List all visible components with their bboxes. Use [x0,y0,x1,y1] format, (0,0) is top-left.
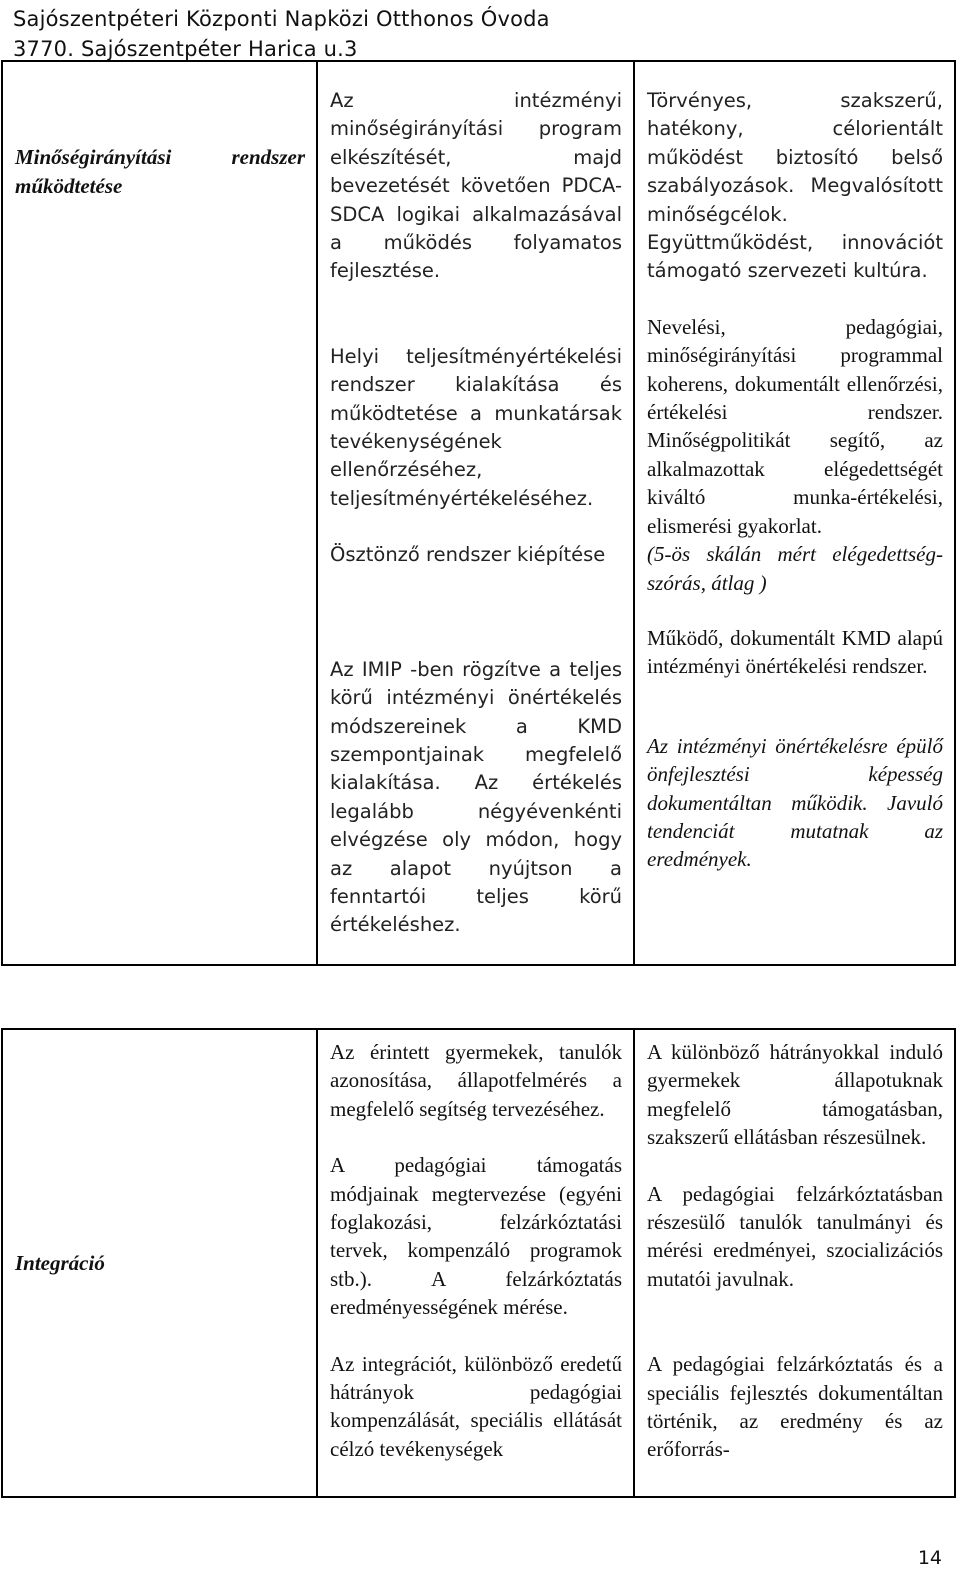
outcome-paragraph-italic: Az intézményi önértékelésre épülő önfejlesztési képesség dokumentáltan működik. Javuló tendenciát mutatnak az eredmények. [647,733,943,872]
row-label-cell [2,61,317,965]
goal-paragraph: Az integrációt, különböző eredetű hátrányok pedagógiai kompenzálását, speciális ellátását célzó tevékenységek [330,1351,622,1461]
goal-paragraph: Ösztönző rendszer kiépítése [330,543,606,567]
header-address: 3770. Sajószentpéter Harica u.3 [13,37,358,61]
goals-cell [317,61,634,965]
outcomes-cell [634,61,955,965]
outcome-paragraph: A pedagógiai felzárkóztatás és a speciális fejlesztés dokumentáltan történik, az eredmény és az erőforrás- [647,1352,943,1462]
goal-paragraph: Az IMIP -ben rögzítve a teljes körű intézményi önértékelés módszereinek a KMD szempontjainak megfelelő kialakítása. Az értékelés legalább négyévenkénti elvégzése oly módon, hogy az alapot nyújtson a fenntartói teljes körű értékeléshez. [330,657,622,937]
outcome-paragraph: Nevelési, pedagógiai, minőségirányítási programmal koherens, dokumentált ellenőrzési, értékelési rendszer. Minőségpolitikát segítő, az alkalmazottak elégedettségét kiváltó munka-értékelési, elismerési gyakorlat. [647,314,943,538]
outcome-paragraph: Törvényes, szakszerű, hatékony, célorientált működést biztosító belső szabályozások. Megvalósított minőségcélok. Együttműködést, innovációt támogató szervezeti kultúra. [647,89,943,283]
outcome-paragraph-italic: (5-ös skálán mért elégedettség- szórás, átlag ) [647,542,943,595]
header-institution-name: Sajószentpéteri Központi Napközi Otthonos Óvoda [13,7,550,31]
goal-paragraph: Helyi teljesítményértékelési rendszer kialakítása és működtetése a munkatársak tevékenységének ellenőrzéséhez, teljesítményértékeléséhez. [330,344,622,510]
outcomes-cell [634,1029,955,1497]
outcome-paragraph: A különböző hátrányokkal induló gyermekek állapotuknak megfelelő támogatásban, szakszerű ellátásban részesülnek. [647,1040,943,1150]
page-number: 14 [917,1547,942,1569]
outcome-paragraph: A pedagógiai felzárkóztatásban részesülő tanulók tanulmányi és mérési eredményei, szocializációs mutatói javulnak. [647,1181,943,1291]
outcome-paragraph: Működő, dokumentált KMD alapú intézményi önértékelési rendszer. [647,625,943,679]
row-label-cell [2,1029,317,1497]
goal-paragraph: Az intézményi minőségirányítási program elkészítését, majd bevezetését követően PDCA-SDCA logikai alkalmazásával a működés folyamatos fejlesztése. [330,89,622,283]
goals-cell [317,1029,634,1497]
document-header [13,4,550,64]
row-label: Minőségirányítási rendszer működtetése [15,145,305,198]
goal-paragraph: A pedagógiai támogatás módjainak megtervezése (egyéni foglakozási, felzárkóztatási tervek, kompenzáló programok stb.). A felzárkóztatás eredményességének mérése. [330,1153,622,1320]
goal-paragraph: Az érintett gyermekek, tanulók azonosítása, állapotfelmérés a megfelelő segítség tervezéséhez. [330,1040,622,1121]
row-label: Integráció [15,1250,105,1275]
integration-table [1,1028,956,1498]
quality-management-table [1,60,956,966]
